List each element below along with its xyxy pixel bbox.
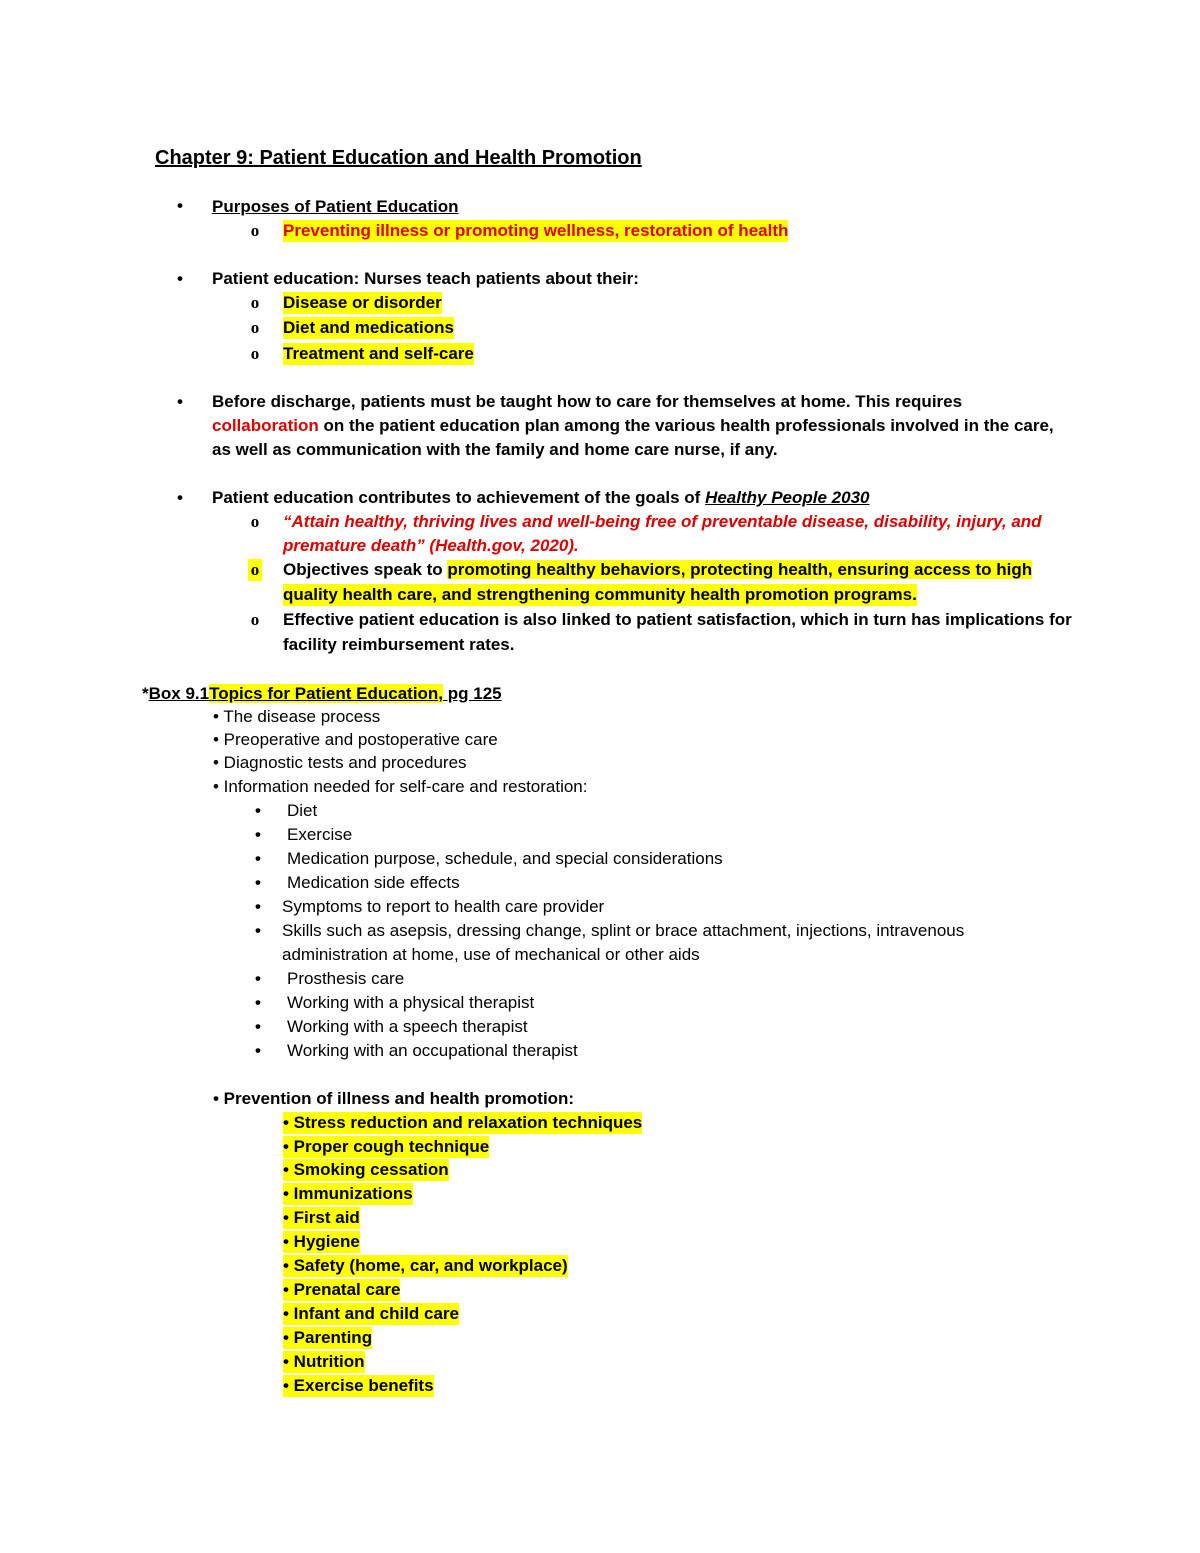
asterisk: * [142, 684, 149, 703]
purpose-item: Preventing illness or promoting wellness, restoration of health [283, 221, 789, 240]
healthy-people-2030: Healthy People 2030 [705, 488, 870, 507]
list-item: Disease or disorder [283, 293, 442, 312]
collaboration-text: collaboration [212, 416, 319, 435]
sub-bullet-icon: o [250, 610, 260, 629]
bullet-icon: • [255, 1041, 261, 1060]
bullet-icon: • [255, 993, 261, 1012]
bullet-icon: • [177, 488, 183, 507]
sub-bullet-icon: o [250, 344, 260, 363]
bullet-icon: • [177, 269, 183, 288]
list-item: • Immunizations [283, 1184, 413, 1203]
quote-line: premature death” (Health.gov, 2020). [283, 536, 579, 555]
list-item: • First aid [283, 1208, 360, 1227]
bullet-icon: • [255, 897, 261, 916]
list-item: • Preoperative and postoperative care [213, 730, 498, 749]
list-item: • The disease process [213, 707, 381, 726]
quote-line: “Attain healthy, thriving lives and well-being free of preventable disease, disability, injury, and [283, 512, 1042, 531]
list-item: Medication side effects [287, 873, 460, 892]
list-item: Diet [287, 801, 318, 820]
bullet-icon: • [255, 825, 261, 844]
paragraph-text: on the patient education plan among the various health professionals involved in the care, [318, 416, 1054, 435]
page-title: Chapter 9: Patient Education and Health Promotion [155, 147, 642, 169]
list-item: Prosthesis care [287, 969, 405, 988]
objectives-prefix: Objectives speak to [283, 560, 448, 579]
list-item: • Parenting [283, 1328, 373, 1347]
list-item: Treatment and self-care [283, 344, 474, 363]
box-label: Box 9.1 [148, 684, 210, 703]
list-item: Skills such as asepsis, dressing change, splint or brace attachment, injections, intravenous [282, 921, 965, 940]
list-item: • Diagnostic tests and procedures [213, 753, 467, 772]
sub-bullet-icon: o [248, 559, 262, 581]
list-item: Diet and medications [283, 318, 454, 337]
list-item: • Nutrition [283, 1352, 365, 1371]
list-item: • Proper cough technique [283, 1137, 490, 1156]
list-item: Medication purpose, schedule, and special considerations [287, 849, 723, 868]
sub-bullet-icon: o [250, 318, 260, 337]
bullet-icon: • [255, 921, 261, 940]
paragraph-line: Before discharge, patients must be taught how to care for themselves at home. This requires [212, 392, 963, 411]
list-item: • Exercise benefits [283, 1376, 434, 1395]
bullet-icon: • [255, 1017, 261, 1036]
bullet-icon: • [177, 196, 183, 215]
bullet-icon: • [255, 801, 261, 820]
objectives-highlight: promoting healthy behaviors, protecting health, ensuring access to high [447, 560, 1033, 579]
box-heading [142, 683, 502, 705]
paragraph-line: facility reimbursement rates. [283, 635, 515, 654]
paragraph-line [212, 487, 870, 509]
section-heading-patient-education: Patient education: Nurses teach patients about their: [212, 269, 639, 288]
objectives-line [283, 559, 1032, 581]
sub-bullet-icon: o [250, 512, 260, 531]
list-item: • Smoking cessation [283, 1160, 449, 1179]
list-item: • Infant and child care [283, 1304, 459, 1323]
objectives-highlight: quality health care, and strengthening community health promotion programs. [283, 585, 917, 604]
bullet-icon: • [255, 849, 261, 868]
list-item: Working with a speech therapist [287, 1017, 528, 1036]
list-item: • Prenatal care [283, 1280, 401, 1299]
list-item: Exercise [287, 825, 353, 844]
prevention-heading: • Prevention of illness and health promotion: [213, 1089, 575, 1108]
box-title: Topics for Patient Education, [209, 684, 444, 703]
paragraph-line: as well as communication with the family and home care nurse, if any. [212, 440, 778, 459]
list-item: administration at home, use of mechanical or other aids [282, 945, 700, 964]
paragraph-line: Effective patient education is also linked to patient satisfaction, which in turn has implications for [283, 610, 1072, 629]
list-item: • Information needed for self-care and restoration: [213, 777, 588, 796]
list-item: • Stress reduction and relaxation techniques [283, 1113, 643, 1132]
bullet-icon: • [177, 392, 183, 411]
list-item: Symptoms to report to health care provider [282, 897, 605, 916]
paragraph-line [212, 415, 1054, 437]
list-item: • Safety (home, car, and workplace) [283, 1256, 568, 1275]
bullet-icon: • [255, 969, 261, 988]
paragraph-text: Patient education contributes to achievement of the goals of [212, 488, 706, 507]
sub-bullet-icon: o [250, 221, 260, 240]
list-item: • Hygiene [283, 1232, 360, 1251]
section-heading-purposes: Purposes of Patient Education [212, 197, 459, 216]
bullet-icon: • [255, 873, 261, 892]
list-item: Working with a physical therapist [287, 993, 535, 1012]
list-item: Working with an occupational therapist [287, 1041, 578, 1060]
sub-bullet-icon: o [250, 293, 260, 312]
box-page: pg 125 [443, 684, 502, 703]
